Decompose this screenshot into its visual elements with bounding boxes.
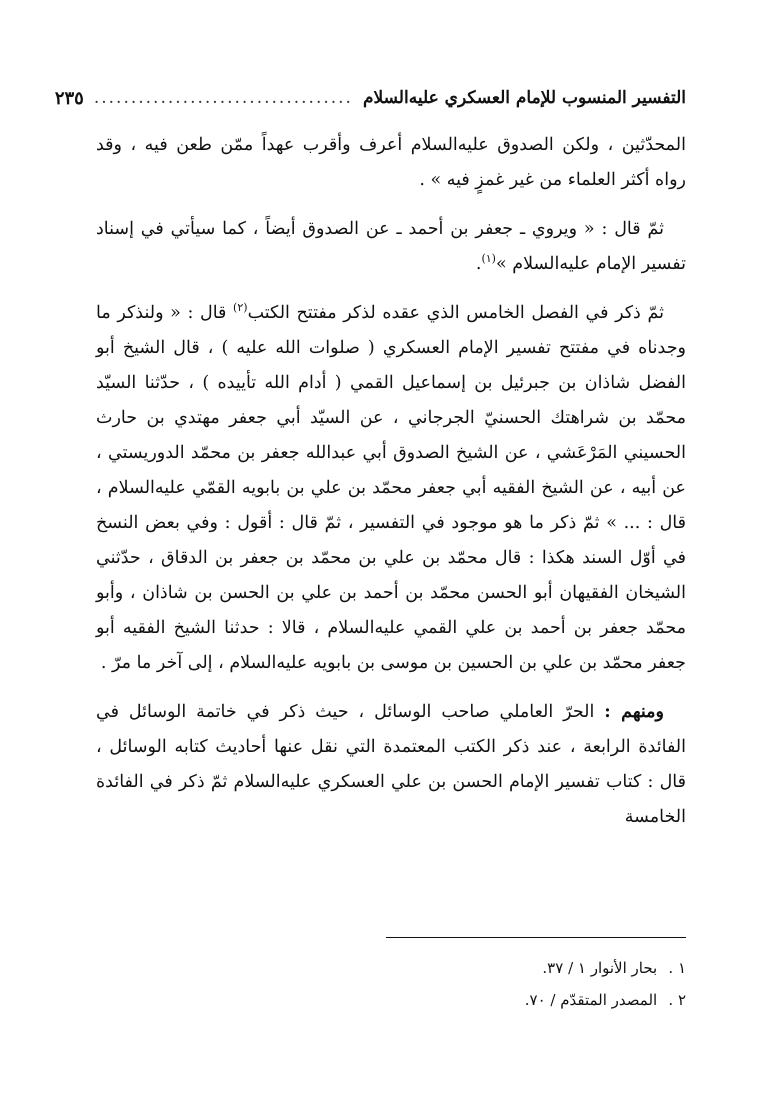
paragraph-tail: قال : « ولنذكر ما وجدناه في مفتتح تفسير الإمام العسكري ( صلوات الله عليه ) ، قال الشيخ أبو الفضل شاذان بن جبرئيل بن إسماعيل القمي ( أدام الله تأييده ) ، حدّثنا السيّد محمّد بن شراهتك الحسنيّ الجرجاني ، عن السيّد أبي جعفر مهتدي بن حارث الحسيني المَرْعَشي ، عن الشيخ الصدوق أبي عبدالله جعفر بن محمّد الدوريستي ، عن أبيه ، عن الشيخ الفقيه أبي جعفر محمّد بن علي بن بابويه القمّي عليه‌السلام ، قال : ... » ثمّ ذكر ما هو موجود في التفسير ، ثمّ قال : أقول : وفي بعض النسخ في أوّل السند هكذا : قال محمّد بن علي بن محمّد بن جعفر بن الدقاق ، حدّثني الشيخان الفقيهان أبو الحسن محمّد بن أحمد بن علي بن الحسن بن شاذان ، وأبو محمّد جعفر بن أحمد بن علي القمي عليه‌السلام ، قالا : حدثنا الشيخ الفقيه أبو جعفر محمّد بن علي بن الحسين بن موسى بن بابويه عليه‌السلام ، إلى آخر ما مرّ . bbox=[96, 303, 686, 673]
footnote-divider bbox=[386, 937, 686, 938]
footnote-2 bbox=[300, 984, 686, 1016]
paragraph-3 bbox=[96, 296, 686, 681]
paragraph-text: ثمّ قال : « ويروي ـ جعفر بن أحمد ـ عن الصدوق أيضاً ، كما سيأتي في إسناد تفسير الإمام عليه‌السلام » bbox=[96, 219, 686, 274]
paragraph-2 bbox=[96, 212, 686, 282]
page-number: ٢٣٥ bbox=[54, 87, 84, 109]
footnote-number: ١ . bbox=[668, 959, 686, 977]
footnotes bbox=[300, 952, 686, 1016]
body-text bbox=[96, 128, 686, 849]
footnote-ref[interactable]: (٢) bbox=[233, 301, 248, 315]
footnote-number: ٢ . bbox=[668, 991, 686, 1009]
paragraph-text: ثمّ ذكر في الفصل الخامس الذي عقده لذكر مفتتح الكتب bbox=[247, 303, 664, 323]
footnote-text: المصدر المتقدّم / ٧٠. bbox=[524, 991, 658, 1009]
paragraph-4 bbox=[96, 695, 686, 835]
paragraph-1 bbox=[96, 128, 686, 198]
header-leader-dots: ................................... bbox=[93, 88, 353, 108]
header-title: التفسير المنسوب للإمام العسكري عليه‌السلام bbox=[362, 88, 686, 108]
footnote-text: بحار الأنوار ١ / ٣٧. bbox=[542, 959, 658, 977]
running-header bbox=[54, 82, 686, 114]
paragraph-text: المحدّثين ، ولكن الصدوق عليه‌السلام أعرف وأقرب عهداً ممّن طعن فيه ، وقد رواه أكثر العلماء من غير غمزٍ فيه » . bbox=[96, 135, 686, 190]
footnote-1 bbox=[300, 952, 686, 984]
paragraph-lead: ومنهم : bbox=[604, 702, 664, 722]
paragraph-text: الحرّ العاملي صاحب الوسائل ، حيث ذكر في خاتمة الوسائل في الفائدة الرابعة ، عند ذكر الكتب المعتمدة التي نقل عنها أحاديث كتابه الوسائل ، قال : كتاب تفسير الإمام الحسن بن علي العسكري عليه‌السلام ثمّ ذكر في الفائدة الخامسة bbox=[96, 702, 686, 827]
footnote-ref[interactable]: (١) bbox=[481, 252, 496, 266]
paragraph-tail: . bbox=[475, 254, 482, 274]
